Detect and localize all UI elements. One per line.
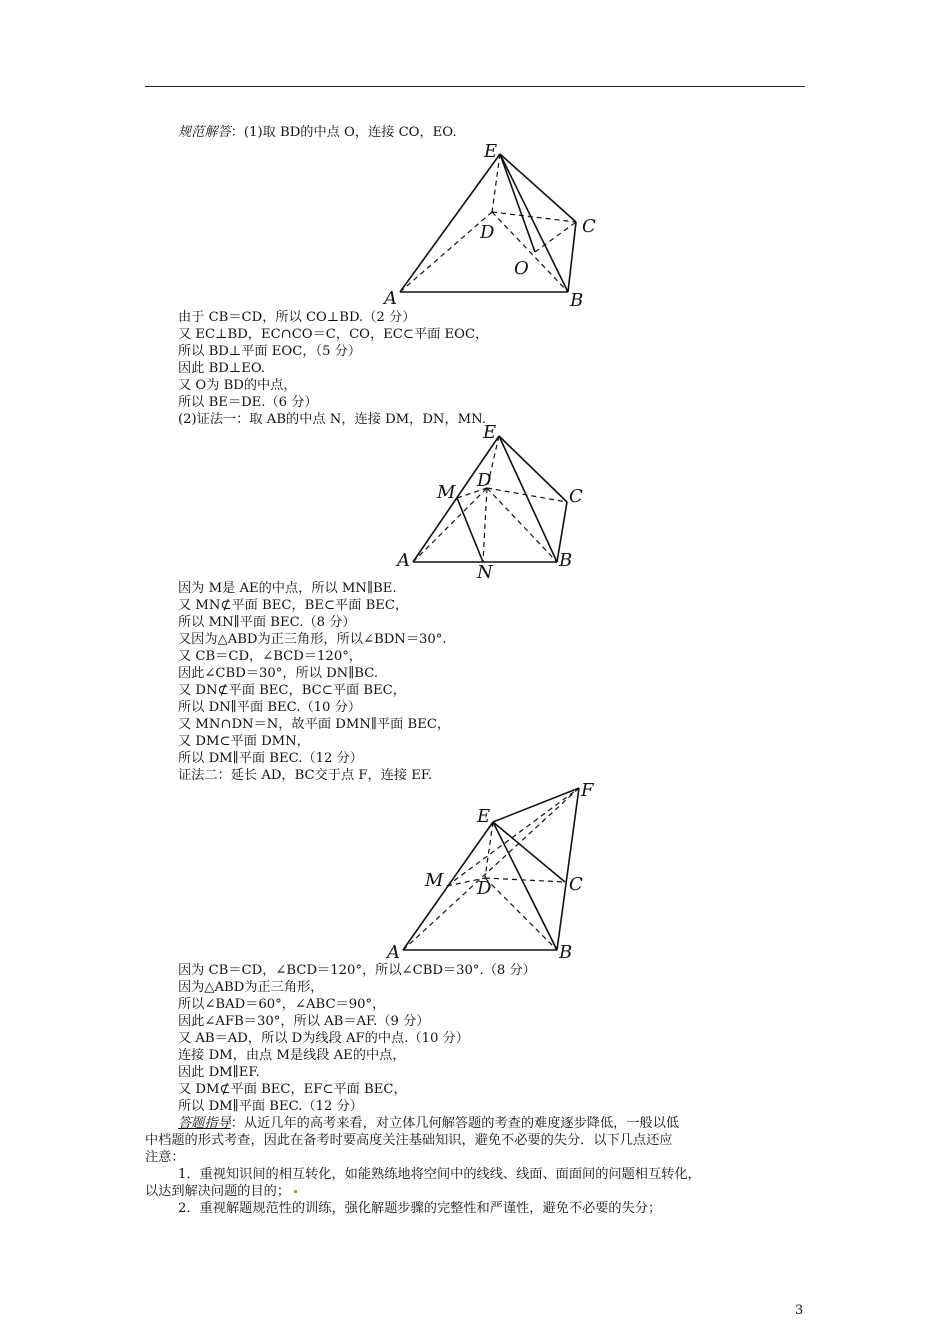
label-C: C <box>582 216 596 237</box>
label-D: D <box>480 222 495 243</box>
text-line: 又因为△ABD为正三角形，所以∠BDN＝30°. <box>178 632 447 647</box>
guidance-label: 答题指导 <box>178 1116 231 1131</box>
edge-DC-hidden <box>492 212 576 222</box>
text-line: 所以∠BAD＝60°，∠ABC＝90°， <box>178 997 386 1012</box>
edge-EF <box>493 788 579 822</box>
edge-MN <box>457 498 483 562</box>
guidance-item-1: 1．重视知识间的相互转化，如能熟练地将空间中的线线、线面、面面间的问题相互转化， <box>178 1167 701 1182</box>
text-line: 因为 M是 AE的中点，所以 MN∥BE. <box>178 581 397 596</box>
label-O: O <box>514 258 529 279</box>
guidance-second-line: 中档题的形式考查，因此在备考时要高度关注基础知识，避免不必要的失分．以下几点还应 <box>145 1133 673 1148</box>
edge-FB <box>557 788 579 950</box>
guidance-third-line: 注意： <box>145 1150 185 1165</box>
label-B: B <box>570 290 584 310</box>
edge-EB <box>499 436 557 562</box>
header-rule <box>145 86 805 87</box>
text-line: 所以 DM∥平面 BEC.（12 分） <box>178 751 363 766</box>
edge-CB <box>568 222 576 292</box>
label-M: M <box>437 482 456 503</box>
text-line: 因为△ABD为正三角形， <box>178 980 324 995</box>
label-C: C <box>569 486 583 507</box>
label-D: D <box>477 470 492 491</box>
text-line: 证法二：延长 AD，BC交于点 F，连接 EF. <box>178 768 433 783</box>
edge-EB <box>493 822 557 950</box>
text-line: 又 O为 BD的中点， <box>178 378 297 393</box>
label-N: N <box>477 562 493 580</box>
label-B: B <box>559 550 573 571</box>
text-line: 所以 BD⊥平面 EOC，（5 分） <box>178 344 362 359</box>
label-M: M <box>425 870 444 891</box>
guidance-first-text: ：从近几年的高考来看，对立体几何解答题的考查的难度逐步降低，一般以低 <box>230 1116 680 1131</box>
text-line: 又 MN⊄平面 BEC，BE⊂平面 BEC， <box>178 598 409 613</box>
label-F: F <box>581 780 594 801</box>
solution-label: 规范解答 <box>178 125 231 140</box>
page-number: 3 <box>795 1303 804 1318</box>
edge-DN-hidden <box>483 488 487 562</box>
text-line: 因此 BD⊥EO. <box>178 361 266 376</box>
text-line: 因此∠AFB＝30°，所以 AB＝AF.（9 分） <box>178 1014 430 1029</box>
label-A: A <box>397 550 410 571</box>
text-line: 又 DM⊄平面 BEC，EF⊂平面 BEC， <box>178 1082 407 1097</box>
text-line: 因为 CB＝CD，∠BCD＝120°，所以∠CBD＝30°.（8 分） <box>178 963 536 978</box>
text-line: 所以 MN∥平面 BEC.（8 分） <box>178 615 356 630</box>
text-line: 又 DM⊂平面 DMN， <box>178 734 310 749</box>
text-line: 又 EC⊥BD，EC∩CO＝C，CO，EC⊂平面 EOC， <box>178 327 489 342</box>
edge-DB-hidden <box>487 488 557 562</box>
label-E: E <box>484 141 498 162</box>
edge-AD-hidden <box>400 212 492 292</box>
highlight-dot <box>294 1190 297 1193</box>
text-line: 连接 DM，由点 M是线段 AE的中点， <box>178 1048 406 1063</box>
edge-DB-hidden <box>485 878 557 950</box>
edge-AF-hidden <box>403 788 579 950</box>
edge-EC <box>493 822 565 882</box>
text-line: 所以 DM∥平面 BEC.（12 分） <box>178 1099 363 1114</box>
solution-intro-text: ：(1)取 BD的中点 O，连接 CO，EO. <box>230 125 457 140</box>
text-line: 又 DN⊄平面 BEC，BC⊂平面 BEC， <box>178 683 406 698</box>
text-line: 又 AB＝AD，所以 D为线段 AF的中点.（10 分） <box>178 1031 469 1046</box>
figure-3-extension <box>385 780 615 965</box>
edge-DC-hidden <box>485 878 565 882</box>
guidance-item-1-continued <box>145 1183 297 1200</box>
label-E: E <box>477 806 491 827</box>
solution-intro <box>178 124 457 141</box>
edge-MF-hidden <box>447 788 579 886</box>
text-line: 由于 CB＝CD，所以 CO⊥BD.（2 分） <box>178 310 416 325</box>
figure-1-tetrahedron <box>380 140 610 310</box>
label-D: D <box>477 878 492 899</box>
text-line: 又 MN∩DN＝N，故平面 DMN∥平面 BEC， <box>178 717 451 732</box>
label-E: E <box>483 424 497 443</box>
label-A: A <box>384 288 397 309</box>
label-C: C <box>569 874 583 895</box>
guidance-item-1-tail: 以达到解决问题的目的； <box>145 1184 291 1199</box>
label-A: A <box>387 942 400 963</box>
text-line: 因此∠CBD＝30°，所以 DN∥BC. <box>178 666 379 681</box>
edge-DB-hidden <box>492 212 568 292</box>
guidance-first-line <box>178 1115 679 1132</box>
edge-EB <box>500 154 568 292</box>
text-line: 所以 BE＝DE.（6 分） <box>178 395 318 410</box>
label-B: B <box>559 942 573 963</box>
guidance-item-2: 2．重视解题规范性的训练，强化解题步骤的完整性和严谨性，避免不必要的失分； <box>178 1201 662 1216</box>
text-line: 又 CB＝CD，∠BCD＝120°， <box>178 649 362 664</box>
text-line: (2)证法一：取 AB的中点 N，连接 DM，DN，MN. <box>178 412 487 427</box>
text-line: 所以 DN∥平面 BEC.（10 分） <box>178 700 362 715</box>
text-line: 因此 DM∥EF. <box>178 1065 260 1080</box>
figure-2-midpoints <box>395 424 595 580</box>
